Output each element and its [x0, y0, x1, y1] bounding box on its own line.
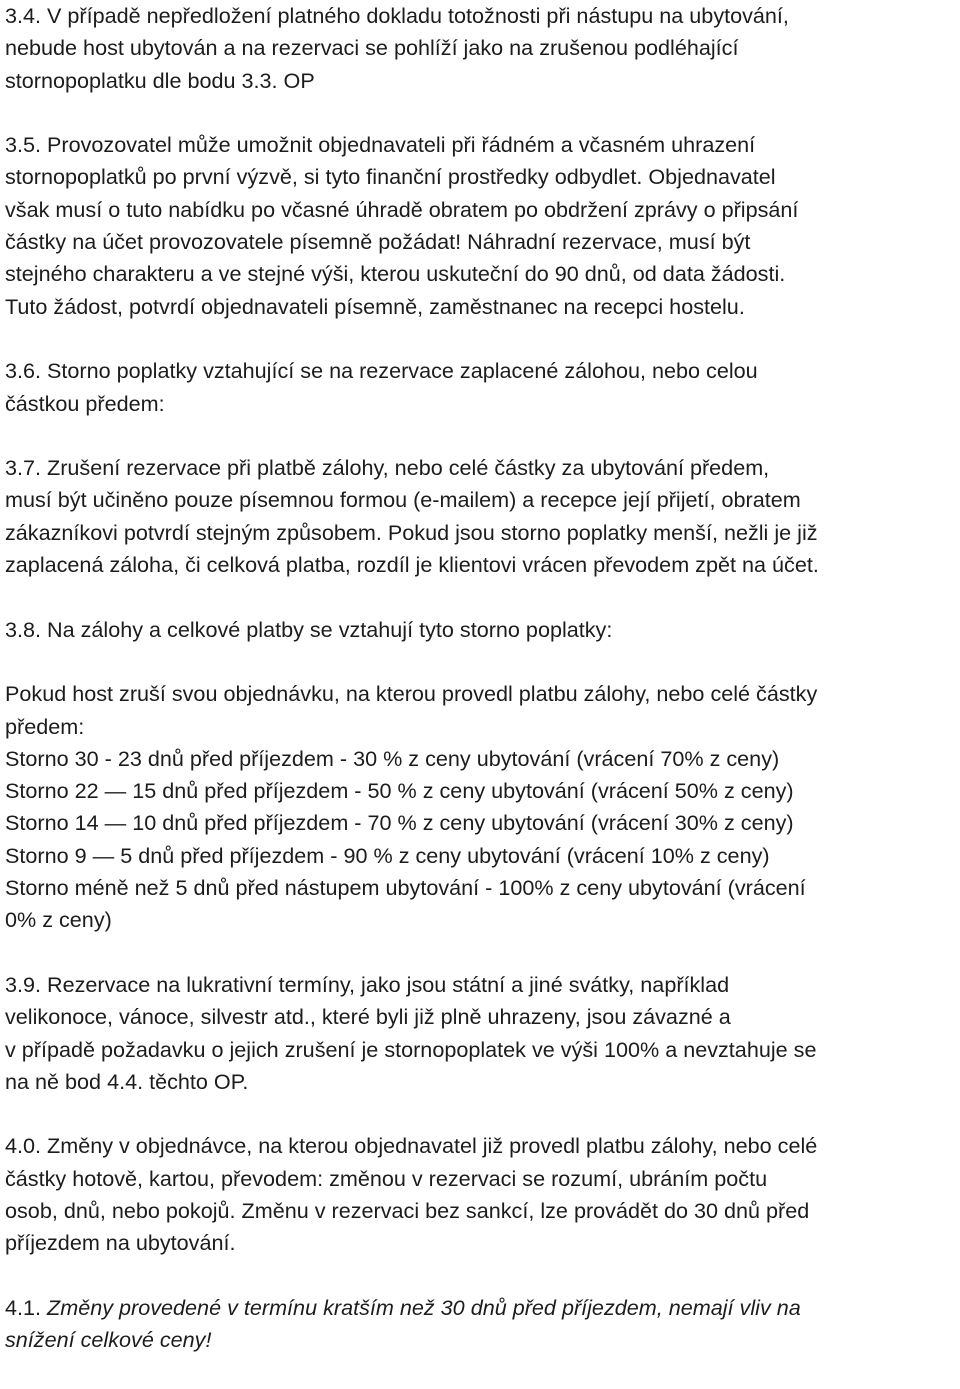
paragraph-line: nebude host ubytován a na rezervaci se pohlíží jako na zrušenou podléhající [5, 35, 739, 61]
paragraph-line [5, 1292, 955, 1324]
paragraph-line: musí být učiněno pouze písemnou formou (e-mailem) a recepce její přijetí, obratem [5, 487, 801, 513]
paragraph-line: 4.0. Změny v objednávce, na kterou objednavatel již provedl platbu zálohy, nebo celé [5, 1133, 818, 1159]
paragraph-line: 3.6. Storno poplatky vztahující se na rezervace zaplacené zálohou, nebo celou [5, 358, 758, 384]
paragraph-3-7 [5, 452, 955, 581]
paragraph-line: částkou předem: [5, 390, 165, 416]
paragraph-line: velikonoce, vánoce, silvestr atd., které byli již plně uhrazeny, jsou závazné a [5, 1004, 731, 1030]
storno-intro-line: předem: [5, 713, 85, 739]
paragraph-line: však musí o tuto nabídku po včasné úhradě obratem po obdržení zprávy o připsání [5, 196, 799, 222]
paragraph-number: 4.1. [5, 1294, 48, 1320]
paragraph-line: 3.7. Zrušení rezervace při platbě zálohy, nebo celé částky za ubytování předem, [5, 455, 770, 481]
storno-intro-line: Pokud host zruší svou objednávku, na kterou provedl platbu zálohy, nebo celé částky [5, 681, 818, 707]
document-page [5, 0, 955, 1389]
paragraph-line: zaplacená záloha, či celková platba, rozdíl je klientovi vrácen převodem zpět na účet. [5, 552, 819, 578]
paragraph-line: stornopoplatků po první výzvě, si tyto finanční prostředky odbydlet. Objednavatel [5, 164, 776, 190]
paragraph-3-9 [5, 969, 955, 1098]
paragraph-3-6 [5, 355, 955, 420]
storno-item: Storno 14 — 10 dnů před příjezdem - 70 % z ceny ubytování (vrácení 30% z ceny) [5, 810, 794, 836]
paragraph-3-4 [5, 0, 955, 97]
paragraph-line: 3.8. Na zálohy a celkové platby se vztahují tyto storno poplatky: [5, 616, 613, 642]
paragraph-line: Tuto žádost, potvrdí objednavateli písemně, zaměstnanec na recepci hostelu. [5, 293, 745, 319]
paragraph-line: zákazníkovi potvrdí stejným způsobem. Pokud jsou storno poplatky menší, nežli je již [5, 519, 818, 545]
paragraph-line: 3.5. Provozovatel může umožnit objednavateli při řádném a včasném uhrazení [5, 132, 756, 158]
paragraph-line: v případě požadavku o jejich zrušení je stornopoplatek ve výši 100% a nevztahuje se [5, 1036, 817, 1062]
storno-item: Storno 9 — 5 dnů před příjezdem - 90 % z ceny ubytování (vrácení 10% z ceny) [5, 842, 770, 868]
storno-item: Storno 30 - 23 dnů před příjezdem - 30 % z ceny ubytování (vrácení 70% z ceny) [5, 745, 780, 771]
paragraph-4-1 [5, 1292, 955, 1357]
paragraph-line: částky hotově, kartou, převodem: změnou v rezervaci se rozumí, ubráním počtu [5, 1165, 768, 1191]
paragraph-3-5 [5, 129, 955, 323]
paragraph-line: příjezdem na ubytování. [5, 1230, 236, 1256]
paragraph-4-0 [5, 1130, 955, 1259]
storno-item: Storno méně než 5 dnů před nástupem ubytování - 100% z ceny ubytování (vrácení [5, 875, 806, 901]
paragraph-3-8 [5, 614, 955, 646]
paragraph-line: 3.4. V případě nepředložení platného dokladu totožnosti při nástupu na ubytování, [5, 3, 789, 28]
paragraph-line: stejného charakteru a ve stejné výši, kterou uskuteční do 90 dnů, od data žádosti. [5, 261, 786, 287]
italic-text: Změny provedené v termínu kratším než 30 dnů před příjezdem, nemají vliv na [47, 1294, 801, 1320]
storno-item: 0% z ceny) [5, 907, 112, 933]
storno-item: Storno 22 — 15 dnů před příjezdem - 50 % z ceny ubytování (vrácení 50% z ceny) [5, 778, 794, 804]
paragraph-line: na ně bod 4.4. těchto OP. [5, 1068, 249, 1094]
paragraph-line: stornopoplatku dle bodu 3.3. OP [5, 67, 315, 93]
italic-text: snížení celkové ceny! [5, 1327, 212, 1353]
paragraph-line: 3.9. Rezervace na lukrativní termíny, jako jsou státní a jiné svátky, například [5, 971, 730, 997]
paragraph-line: částky na účet provozovatele písemně požádat! Náhradní rezervace, musí být [5, 229, 751, 255]
storno-fee-list [5, 678, 955, 936]
paragraph-line: osob, dnů, nebo pokojů. Změnu v rezervaci bez sankcí, lze provádět do 30 dnů před [5, 1197, 810, 1223]
